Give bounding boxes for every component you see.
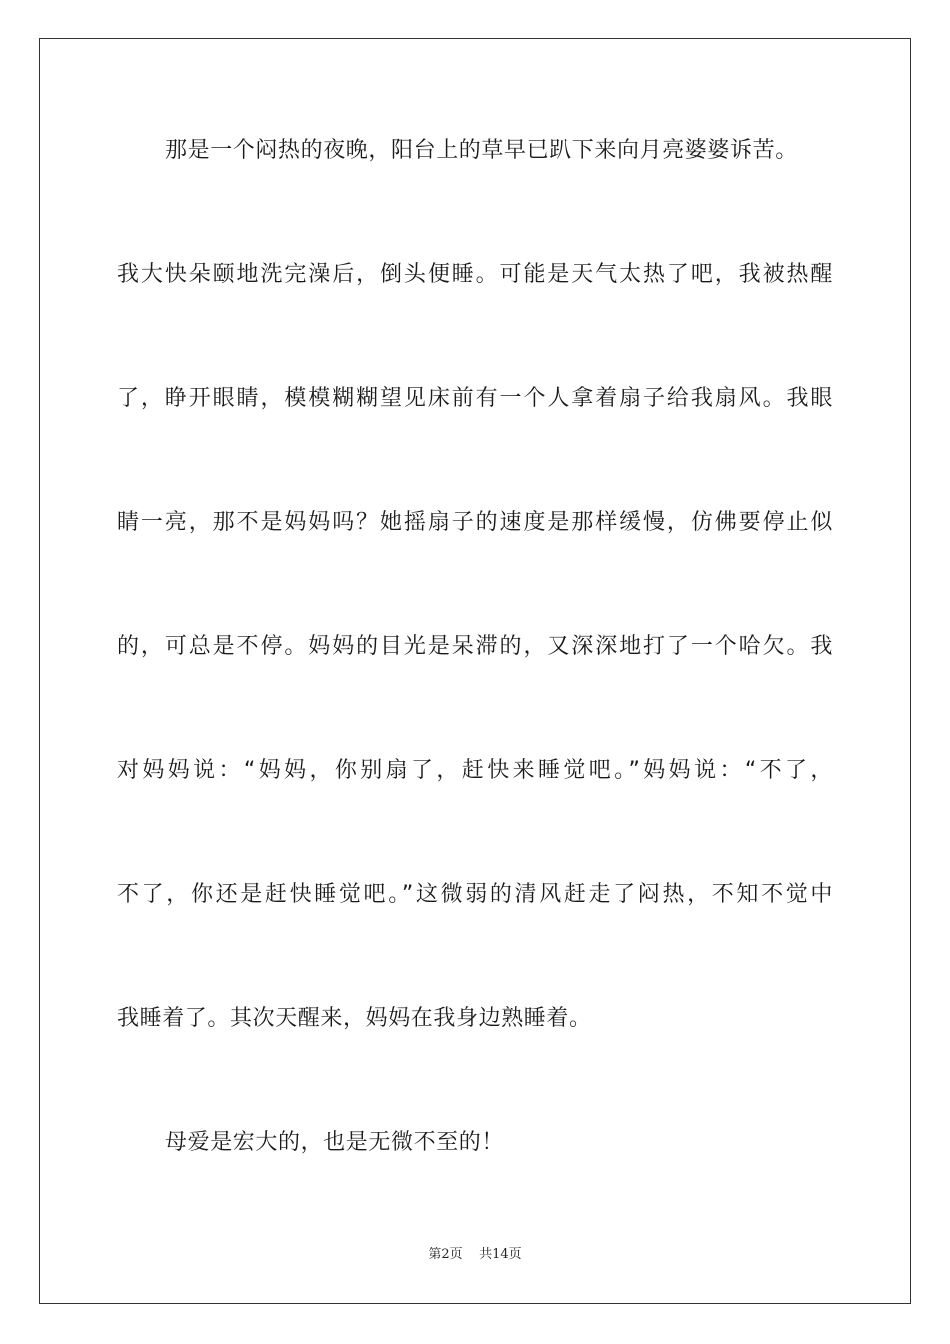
page-number: 第2页 [428,1247,463,1262]
paragraph-line-9: 母爱是宏大的，也是无微不至的！ [165,1130,505,1155]
paragraph-line-3: 了，睁开眼睛，模模糊糊望见床前有一个人拿着扇子给我扇风。我眼 [117,386,833,411]
page-total: 共14页 [479,1247,522,1262]
paragraph-line-5: 的，可总是不停。妈妈的目光是呆滞的，又深深地打了一个哈欠。我 [117,634,833,659]
page-border [39,38,911,1304]
paragraph-line-1: 那是一个闷热的夜晚，阳台上的草早已趴下来向月亮婆婆诉苦。 [165,138,798,163]
paragraph-line-7: 不了，你还是赶快睡觉吧。”这微弱的清风赶走了闷热，不知不觉中 [117,882,833,907]
paragraph-line-6: 对妈妈说：“妈妈，你别扇了，赶快来睡觉吧。”妈妈说：“不了， [117,758,833,783]
paragraph-line-4: 睛一亮，那不是妈妈吗？她摇扇子的速度是那样缓慢，仿佛要停止似 [117,510,833,535]
page-footer [0,1246,950,1264]
paragraph-line-8: 我睡着了。其次天醒来，妈妈在我身边熟睡着。 [117,1006,592,1031]
paragraph-line-2: 我大快朵颐地洗完澡后，倒头便睡。可能是天气太热了吧，我被热醒 [117,262,833,287]
